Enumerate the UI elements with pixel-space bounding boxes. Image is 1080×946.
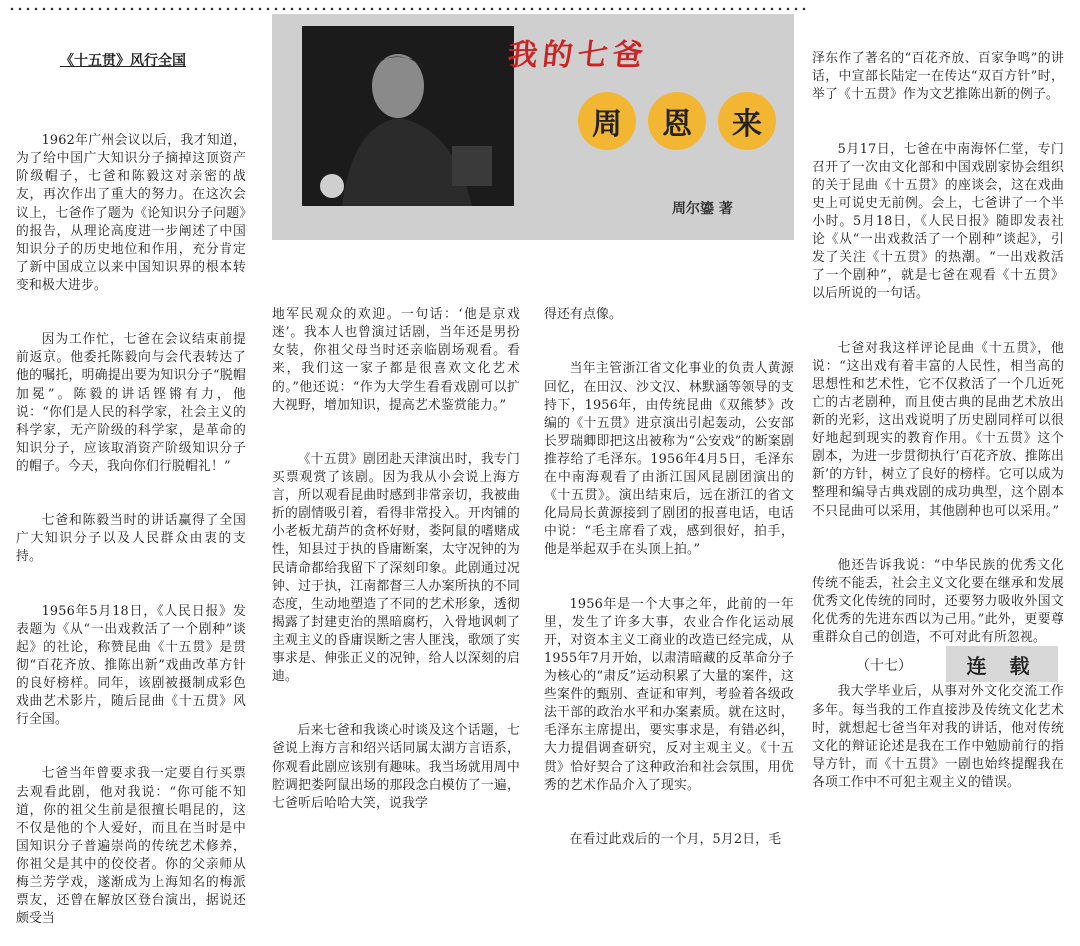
paragraph: 后来七爸和我谈心时谈及这个话题，七爸说上海方言和绍兴话同属太湖方言语系，你观看此剧应该别有趣味。我当场就用周中腔调把娄阿鼠出场的那段念白模仿了一遍，七爸听后哈哈大笑，说我学 [272, 723, 520, 811]
serial-number: （十七） [856, 658, 912, 674]
column-3 [544, 270, 794, 867]
name-char-3: 来 [718, 92, 776, 150]
paragraph: 在看过此戏后的一个月，5月2日，毛 [569, 831, 782, 847]
section-heading: 《十五贯》风行全国 [60, 53, 186, 69]
paragraph: 地军民观众的欢迎。一句话：‘他是京戏迷’。我本人也曾演过话剧，当年还是男扮女装，你祖父母当时还亲临剧场观看。看来，我们这一家子都是很喜欢文化艺术的。”他还说：“作为大学生看看戏剧可以扩大视野，增加知识，提高艺术鉴赏能力。” [272, 307, 520, 413]
paragraph: 5月17日，七爸在中南海怀仁堂，专门召开了一次由文化部和中国戏剧家协会组织的关于昆曲《十五贯》的座谈会，这在戏曲史上可说史无前例。会上，七爸讲了一个半小时。5月18日，《人民日报》随即发表社论《从“一出戏救活了一个剧种”谈起》，引发了关注《十五贯》的热潮。“一出戏救活了一个剧种”，就是七爸在观看《十五贯》以后所说的一句话。 [812, 141, 1064, 302]
paragraph: 当年主管浙江省文化事业的负责人黄源回忆，在田汉、沙文汉、林默涵等领导的支持下，1956年，由传统昆曲《双熊梦》改编的《十五贯》进京演出引起轰动，公安部长罗瑞卿即把这出被称为“公安戏”的断案剧推荐给了毛泽东。1956年4月5日，毛泽东在中南海观看了由浙江国风昆剧团演出的《十五贯》。演出结束后，远在浙江的省文化局局长黄源接到了剧团的报喜电话，电话中说：“毛主席看了戏，感到很好，拍手，他是举起双手在头顶上拍。” [544, 361, 794, 558]
top-dotted-rule [8, 6, 808, 12]
name-char-2: 恩 [648, 92, 706, 150]
name-circles [578, 92, 776, 150]
paragraph: 因为工作忙，七爸在会议结束前提前返京。他委托陈毅向与会代表转达了他的嘱托，明确提出要为知识分子“脱帽加冕”。陈毅的讲话铿锵有力，他说：“你们是人民的科学家，社会主义的科学家，无产阶级的科学家，是革命的知识分子，应该取消资产阶级知识分子的帽子。今天，我向你们行脱帽礼！” [16, 332, 246, 474]
name-char-1: 周 [578, 92, 636, 150]
paragraph: 《十五贯》剧团赴天津演出时，我专门买票观赏了该剧。因为我从小会说上海方言，所以观看昆曲时感到非常亲切，我被曲折的剧情吸引着，看得非常投入。开肉铺的小老板尤葫芦的贪杯好财，娄阿鼠的嗜赌成性，知县过于执的昏庸断案，太守况钟的为民请命都给我留下了深刻印象。此剧通过况钟、过于执，江南都督三人办案所执的不同态度，生动地塑造了不同的艺术形象，透彻揭露了封建吏治的黑暗腐朽，入骨地讽刺了主观主义的昏庸误断之害人匪浅，歌颂了实事求是、伸张正义的况钟，给人以深刻的启迪。 [272, 451, 520, 685]
column-2 [272, 270, 520, 831]
paragraph: 七爸和陈毅当时的讲话赢得了全国广大知识分子以及人民群众由衷的支持。 [16, 513, 246, 565]
portrait-photo [302, 26, 514, 206]
paragraph: 1956年5月18日，《人民日报》发表题为《从“一出戏救活了一个剧种”谈起》的社论，称赞昆曲《十五贯》是贯彻“百花齐放、推陈出新”戏曲改革方针的良好榜样。同年，该剧被摄制成彩色戏曲艺术影片，随后昆曲《十五贯》风行全国。 [16, 603, 246, 728]
paragraph: 七爸当年曾要求我一定要自行买票去观看此剧，他对我说：“你可能不知道，你的祖父生前是很擅长唱昆的，这不仅是他的个人爱好，而且在当时是中国知识分子普遍崇尚的传统艺术修养，你祖父是其中的佼佼者。你的父亲师从梅兰芳学戏，遂渐成为上海知名的梅派票友，还曾在解放区登台演出，据说还颇受当 [16, 766, 246, 927]
column-4 [812, 14, 1064, 810]
paragraph: 1962年广州会议以后，我才知道，为了给中国广大知识分子摘掉这顶资产阶级帽子，七爸和陈毅这对亲密的战友，再次作出了重大的努力。在这次会议上，七爸作了题为《论知识分子问题》的报告，从理论高度进一步阐述了中国知识分子的历史地位和作用，充分肯定了新中国成立以来中国知识界的根本转变和极大进步。 [16, 133, 246, 293]
paragraph: 他还告诉我说：“中华民族的优秀文化传统不能丢，社会主义文化要在继承和发展优秀文化传统的同时，还要努力吸收外国文化优秀的先进东西以为己用。”此外，更要尊重群众自己的创造，不可对此有所忽视。 [812, 557, 1064, 646]
paragraph: 1956年是一个大事之年，此前的一年里，发生了许多大事，农业合作化运动展开，对资本主义工商业的改造已经完成，从1955年7月开始，以肃清暗藏的反革命分子为核心的“肃反”运动积累了大量的案件，这些案件的甄别、查证和审判，考验着各级政法干部的政治水平和办案素质。就在这时，毛泽东主席提出，要实事求是，有错必纠，大力提倡调查研究，反对主观主义。《十五贯》恰好契合了这种政治和社会氛围，用优秀的艺术作品介入了现实。 [544, 596, 794, 793]
paragraph: 泽东作了著名的“百花齐放、百家争鸣”的讲话，中宣部长陆定一在传达“双百方针”时，举了《十五贯》作为文艺推陈出新的例子。 [812, 51, 1064, 103]
paragraph: 我大学毕业后，从事对外文化交流工作多年。每当我的工作直接涉及传统文化艺术时，就想起七爸当年对我的讲话，他对传统文化的辩证论述是我在工作中勉励前行的指导方针，而《十五贯》一剧也始终提醒我在各项工作中不可犯主观主义的错误。 [812, 684, 1064, 790]
paragraph: 七爸对我这样评论昆曲《十五贯》，他说：“这出戏有着丰富的人民性，相当高的思想性和艺术性，它不仅救活了一个几近死亡的古老剧种，而且使古典的昆曲艺术放出新的光彩，这出戏说明了历史剧同样可以很好地起到现实的教育作用。《十五贯》这个剧本，为进一步贯彻执行‘百花齐放、推陈出新’的方针，树立了良好的榜样。它可以成为整理和编导古典戏剧的成功典型，这个剧本不只昆曲可以采用，其他剧种也可以采用。” [812, 340, 1064, 519]
column-1 [16, 96, 246, 946]
serial-label: 连 载 [946, 646, 1058, 682]
author-byline: 周尔鎏 著 [672, 201, 733, 217]
article-title: 我的七爸 [505, 38, 650, 73]
paragraph: 得还有点像。 [544, 307, 622, 323]
